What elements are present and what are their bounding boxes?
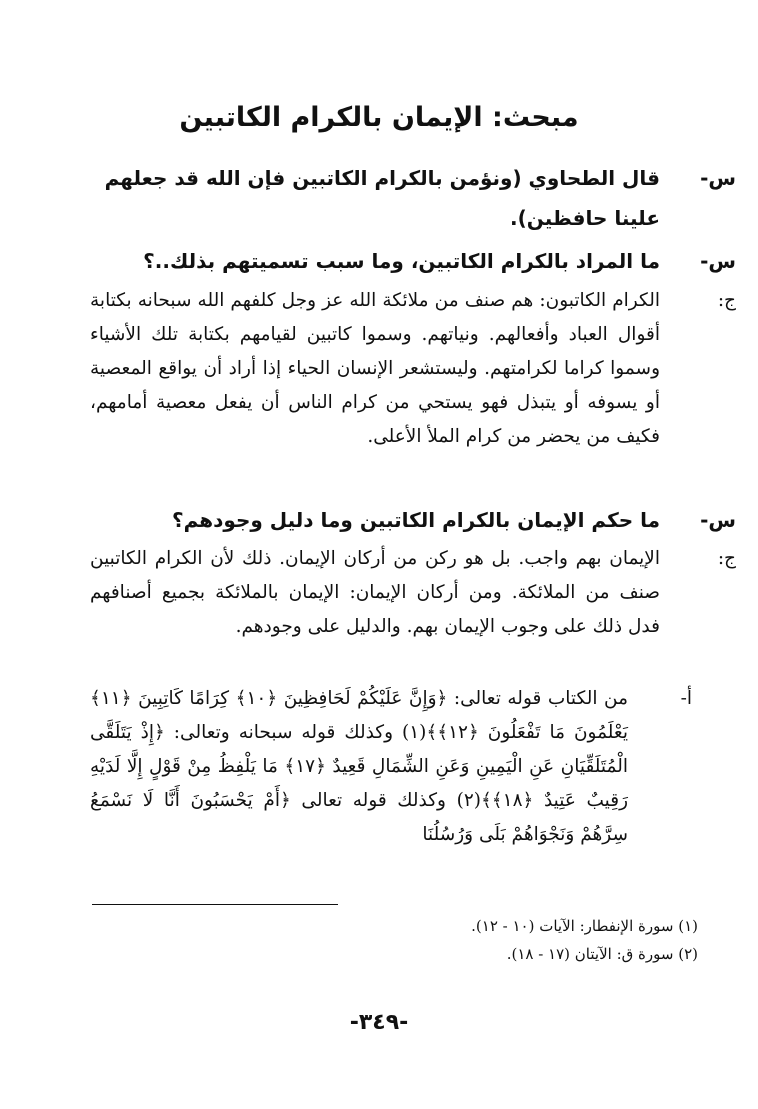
footnote: (١) سورة الإنفطار: الآيات (١٠ - ١٢).: [471, 917, 698, 935]
answer-marker: ج:: [717, 290, 736, 311]
footnotes: [90, 912, 698, 968]
question-text: ما المراد بالكرام الكاتبين، وما سبب تسميتهم بذلك..؟: [143, 249, 660, 273]
section-title: مبحث: الإيمان بالكرام الكاتبين: [179, 102, 579, 133]
question-2: [90, 241, 736, 281]
question-3: [90, 500, 736, 540]
answer-3: [90, 542, 736, 644]
question-1: [90, 158, 736, 238]
page-number: -٣٤٩-: [349, 1010, 409, 1035]
question-text: قال الطحاوي (ونؤمن بالكرام الكاتبين فإن الله قد جعلهم علينا حافظين).: [104, 166, 660, 230]
question-marker: س-: [700, 166, 736, 190]
answer-text: الإيمان بهم واجب. بل هو ركن من أركان الإيمان. ذلك لأن الكرام الكاتبين صنف من الملائكة. ومن أركان الإيمان: الإيمان بالملائكة بجميع أصنافهم فدل ذلك على وجوب الإيمان بهم. والدليل على وجودهم.: [90, 548, 660, 637]
evidence-text: من الكتاب قوله تعالى: ﴿وَإِنَّ عَلَيْكُمْ لَحَافِظِينَ ﴿١٠﴾ كِرَامًا كَاتِبِينَ ﴿١١﴾ يَعْلَمُونَ مَا تَفْعَلُونَ ﴿١٢﴾﴾(١) وكذلك قوله سبحانه وتعالى: ﴿إِذْ يَتَلَقَّى الْمُتَلَقِّيَانِ عَنِ الْيَمِينِ وَعَنِ الشِّمَالِ قَعِيدٌ ﴿١٧﴾ مَا يَلْفِظُ مِنْ قَوْلٍ إِلَّا لَدَيْهِ رَقِيبٌ عَتِيدٌ ﴿١٨﴾﴾(٢) وكذلك قوله تعالى ﴿أَمْ يَحْسَبُونَ أَنَّا لَا نَسْمَعُ سِرَّهُمْ وَنَجْوَاهُمْ بَلَى وَرُسُلُنَا: [90, 688, 629, 845]
answer-marker: ج:: [717, 548, 736, 569]
question-text: ما حكم الإيمان بالكرام الكاتبين وما دليل وجودهم؟: [172, 508, 660, 532]
question-marker: س-: [700, 249, 736, 273]
footnote-divider: [92, 904, 338, 905]
question-marker: س-: [700, 508, 736, 532]
evidence-marker: أ-: [680, 688, 692, 709]
evidence-item: [90, 682, 698, 852]
footnote: (٢) سورة ق: الآيتان (١٧ - ١٨).: [506, 945, 698, 963]
answer-2: [90, 284, 736, 454]
answer-text: الكرام الكاتبون: هم صنف من ملائكة الله عز وجل كلفهم الله سبحانه بكتابة أقوال العباد وأفعالهم. ونياتهم. وسموا كاتبين لقيامهم بكتابة تلك الأشياء وسموا كراما لكرامتهم. وليستشعر الإنسان الحياء إذا أراد أن يواقع المعصية أو يسوفه أو يتبذل فهو يستحي من كرام الناس أن يفعل معصية أمامهم، فكيف من يحضر من كرام الملأ الأعلى.: [90, 290, 660, 447]
